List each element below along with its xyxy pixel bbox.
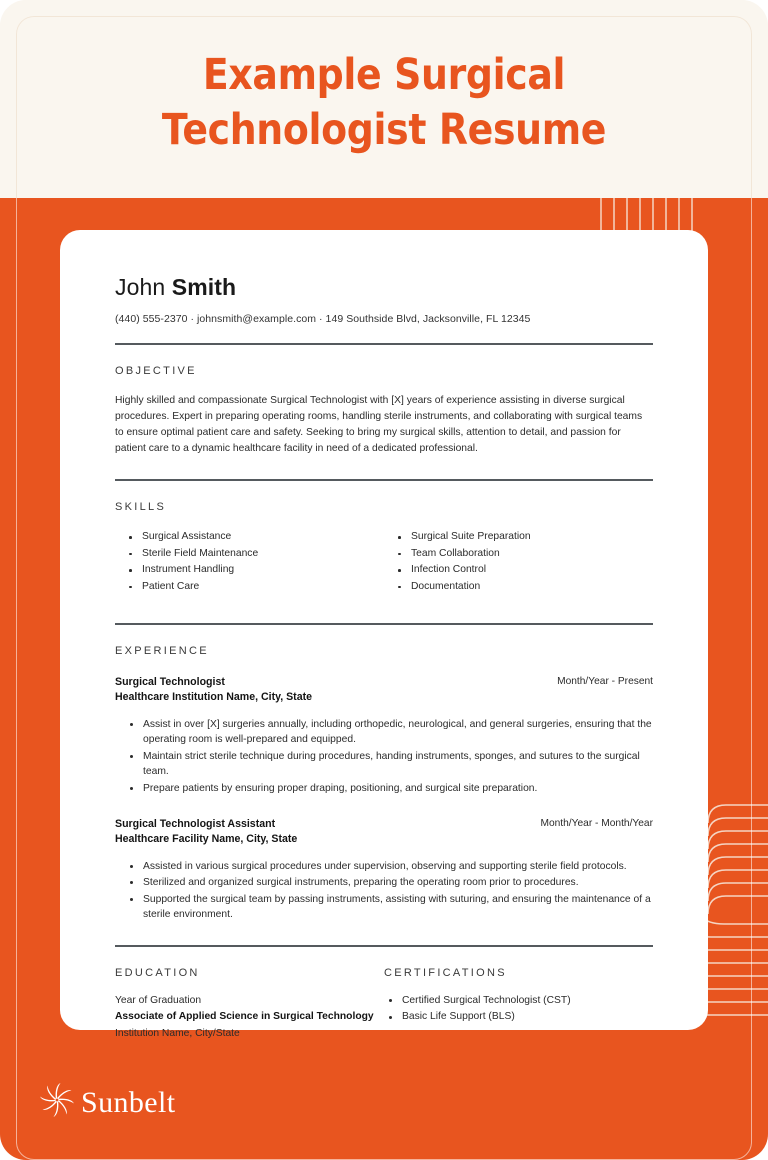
list-item: Surgical Suite Preparation [384, 529, 653, 546]
list-item: Assisted in various surgical procedures under supervision, observing and supporting sterile field protocols. [115, 859, 653, 875]
divider-above-skills [115, 479, 653, 481]
list-item: Prepare patients by ensuring proper draping, positioning, and surgical site preparation. [115, 781, 653, 797]
candidate-last-name: Smith [171, 274, 237, 300]
certifications-list [384, 993, 653, 1026]
page-title-line-1: Example Surgical [202, 50, 566, 100]
job-title: Surgical Technologist Assistant [115, 817, 276, 830]
section-heading-education: EDUCATION [115, 966, 200, 979]
education-body [115, 993, 384, 1043]
experience-entry-1-titles [115, 675, 312, 706]
skills-column-right [384, 529, 653, 595]
education-year: Year of Graduation [115, 994, 202, 1006]
list-item: Sterilized and organized surgical instruments, preparing the operating room prior to procedures. [115, 875, 653, 891]
education-certifications-columns [115, 947, 653, 1043]
candidate-first-name: John [115, 274, 166, 300]
job-dates: Month/Year - Month/Year [540, 817, 653, 829]
list-item: Infection Control [384, 562, 653, 579]
list-item: Sterile Field Maintenance [115, 546, 384, 563]
brand-logo[interactable] [40, 1083, 175, 1122]
list-item: Documentation [384, 579, 653, 596]
certifications-column [384, 947, 653, 1043]
job-dates: Month/Year - Present [557, 675, 653, 687]
section-heading-skills: SKILLS [115, 501, 167, 513]
education-column [115, 947, 384, 1043]
section-heading-objective: OBJECTIVE [115, 364, 197, 377]
objective-paragraph: Highly skilled and compassionate Surgical Technologist with [X] years of experience assisting in diverse surgical procedures. Expert in preparing operating rooms, handling sterile instruments, and collaborating with surgical teams to ensure optimal patient care and safety. Seeking to bring my surgical skills, attention to detail, and passion for patient care to a dynamic healthcare facility in need of a dedicated professional. [115, 394, 643, 455]
list-item: Team Collaboration [384, 546, 653, 563]
page-title-line-2: Technologist Resume [161, 105, 607, 155]
list-item: Certified Surgical Technologist (CST) [384, 993, 653, 1010]
experience-entry-2 [115, 817, 653, 923]
list-item: Maintain strict sterile technique during procedures, handing instruments, sponges, and sutures to the surgical team. [115, 749, 653, 780]
experience-entry-2-header [115, 817, 653, 848]
contact-line: (440) 555-2370 · johnsmith@example.com · 149 Southside Blvd, Jacksonville, FL 12345 [115, 313, 531, 325]
skills-columns [115, 529, 653, 595]
job-organization: Healthcare Institution Name, City, State [115, 691, 313, 704]
experience-entry-2-bullets [115, 859, 653, 923]
experience-entry-1 [115, 675, 653, 797]
experience-entry-2-titles [115, 817, 297, 848]
list-item: Supported the surgical team by passing instruments, assisting with suturing, and ensuring the maintenance of a sterile environment. [115, 892, 653, 923]
job-organization: Healthcare Facility Name, City, State [115, 833, 298, 846]
job-title: Surgical Technologist [115, 675, 225, 688]
skills-column-left [115, 529, 384, 595]
section-heading-experience: EXPERIENCE [115, 644, 209, 657]
candidate-name [115, 274, 653, 301]
skills-list-left [115, 529, 384, 595]
divider-above-objective [115, 343, 653, 345]
education-degree: Associate of Applied Science in Surgical Technology [115, 1011, 374, 1023]
skills-list-right [384, 529, 653, 595]
resume-card [60, 230, 708, 1039]
list-item: Basic Life Support (BLS) [384, 1009, 653, 1026]
education-institution: Institution Name, City/State [115, 1027, 240, 1039]
list-item: Surgical Assistance [115, 529, 384, 546]
divider-above-experience [115, 623, 653, 625]
experience-entry-1-header [115, 675, 653, 706]
section-heading-certifications: CERTIFICATIONS [384, 966, 507, 979]
list-item: Patient Care [115, 579, 384, 596]
page-title [46, 48, 722, 158]
header-band [0, 0, 768, 198]
list-item: Instrument Handling [115, 562, 384, 579]
brand-wordmark: Sunbelt [81, 1085, 176, 1119]
list-item: Assist in over [X] surgeries annually, including orthopedic, neurological, and general surgeries, ensuring that the operating room is well-prepared and equipped. [115, 717, 653, 748]
experience-entry-1-bullets [115, 717, 653, 797]
sunburst-spiral-icon [40, 1083, 74, 1122]
